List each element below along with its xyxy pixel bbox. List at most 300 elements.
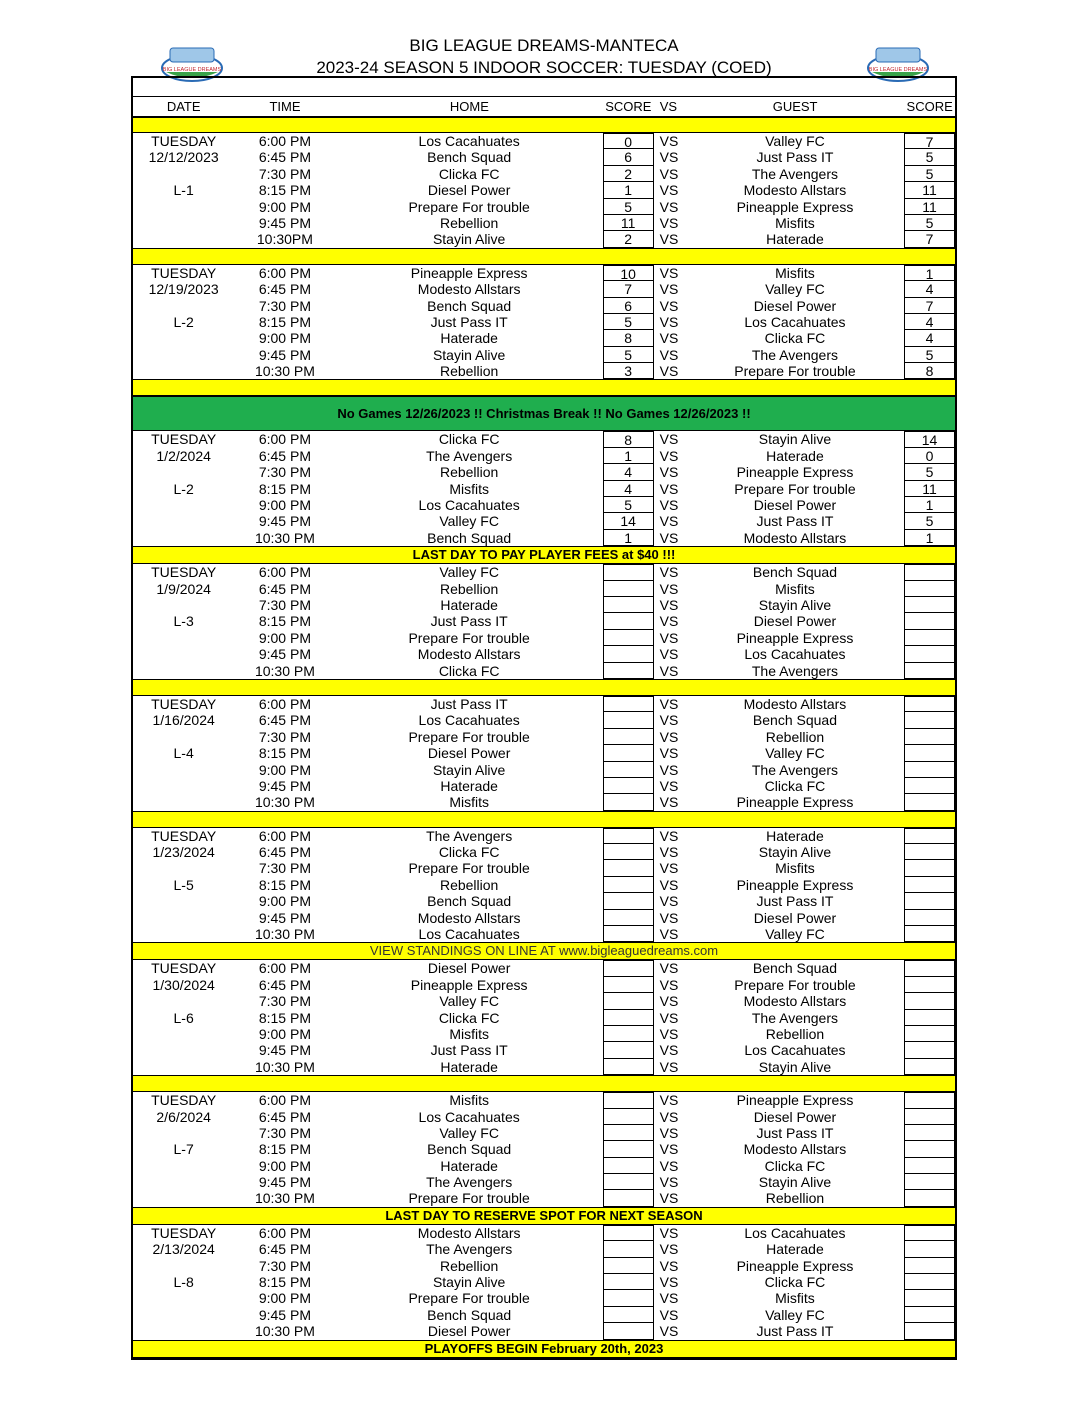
vs-label: VS: [659, 165, 679, 182]
game-row: [133, 481, 955, 497]
game-row: [133, 597, 955, 613]
game-row: [133, 298, 955, 314]
vs-label: VS: [659, 480, 679, 497]
game-row: [133, 1141, 955, 1157]
game-time: 9:45 PM: [258, 214, 311, 231]
game-row: [133, 265, 955, 281]
guest-score: 5: [904, 215, 955, 231]
week-block: [133, 1225, 955, 1340]
home-score: [603, 960, 654, 976]
guest-score: [904, 977, 955, 993]
date-cell: [133, 1125, 234, 1141]
game-row: [133, 133, 955, 149]
home-score: [603, 581, 654, 597]
date-cell: 12/12/2023: [148, 149, 219, 166]
guest-team: Diesel Power: [753, 497, 837, 514]
vs-label: VS: [659, 1174, 679, 1191]
date-cell: [133, 347, 234, 363]
game-time: 6:45 PM: [258, 580, 311, 597]
game-time: 8:15 PM: [258, 745, 311, 762]
guest-team: Prepare For trouble: [734, 976, 856, 993]
vs-label: VS: [659, 313, 679, 330]
guest-score: [904, 1158, 955, 1174]
date-cell: [133, 497, 234, 513]
vs-label: VS: [659, 1241, 679, 1258]
game-row: [133, 1274, 955, 1290]
date-cell: [133, 298, 234, 314]
home-score: [603, 1141, 654, 1157]
vs-label: VS: [659, 662, 679, 679]
col-score: SCORE: [605, 99, 652, 114]
home-score: [603, 1174, 654, 1190]
home-team: Prepare For trouble: [408, 629, 530, 646]
home-team: Haterade: [440, 1058, 498, 1075]
date-cell: 1/16/2024: [152, 712, 215, 729]
vs-label: VS: [659, 728, 679, 745]
home-team: Stayin Alive: [432, 231, 506, 248]
guest-team: Bench Squad: [752, 564, 837, 581]
home-team: Clicka FC: [438, 662, 500, 679]
yellow-separator: [133, 811, 955, 828]
guest-score: [904, 1125, 955, 1141]
home-team: Bench Squad: [427, 1306, 512, 1323]
guest-team: Rebellion: [765, 1025, 825, 1042]
game-row: [133, 696, 955, 712]
game-row: [133, 448, 955, 464]
game-row: [133, 513, 955, 529]
vs-label: VS: [659, 1190, 679, 1207]
home-score: [603, 630, 654, 646]
home-team: Just Pass IT: [430, 1042, 508, 1059]
guest-team: Clicka FC: [764, 777, 826, 794]
game-time: 6:00 PM: [258, 1092, 311, 1109]
home-score: [603, 1225, 654, 1241]
vs-label: VS: [659, 1224, 679, 1241]
guest-score: [904, 1190, 955, 1206]
date-cell: [133, 794, 234, 810]
guest-score: 5: [904, 347, 955, 363]
col-home: HOME: [449, 99, 489, 114]
top-rule: [133, 78, 955, 97]
week-block: [133, 696, 955, 811]
home-team: Modesto Allstars: [417, 909, 521, 926]
game-time: 9:45 PM: [258, 1306, 311, 1323]
home-score: [603, 977, 654, 993]
home-score: 5: [603, 497, 654, 513]
home-team: Los Cacahuates: [418, 712, 520, 729]
home-score: [603, 926, 654, 942]
date-cell: L-7: [173, 1141, 194, 1158]
guest-score: 5: [904, 149, 955, 165]
vs-label: VS: [659, 1108, 679, 1125]
home-score: 6: [603, 149, 654, 165]
vs-label: VS: [659, 695, 679, 712]
guest-team: Modesto Allstars: [743, 182, 847, 199]
home-team: Clicka FC: [438, 844, 500, 861]
home-team: The Avengers: [426, 827, 513, 844]
vs-label: VS: [659, 777, 679, 794]
home-team: Stayin Alive: [432, 1274, 506, 1291]
game-row: [133, 1109, 955, 1125]
date-cell: [133, 330, 234, 346]
vs-label: VS: [659, 231, 679, 248]
game-row: [133, 762, 955, 778]
guest-team: Los Cacahuates: [744, 1042, 846, 1059]
guest-team: Clicka FC: [764, 330, 826, 347]
game-row: [133, 1190, 955, 1206]
game-time: 8:15 PM: [258, 1274, 311, 1291]
home-team: Diesel Power: [427, 182, 511, 199]
game-time: 6:45 PM: [258, 281, 311, 298]
game-time: 6:45 PM: [258, 976, 311, 993]
home-score: [603, 1241, 654, 1257]
guest-score: 11: [904, 199, 955, 215]
date-cell: [133, 778, 234, 794]
guest-team: Valley FC: [765, 281, 825, 298]
game-time: 6:00 PM: [258, 264, 311, 281]
col-date: DATE: [166, 99, 201, 114]
home-score: [603, 1125, 654, 1141]
week-block: [133, 960, 955, 1075]
home-team: Rebellion: [439, 214, 499, 231]
standings-link-banner: VIEW STANDINGS ON LINE AT www.bigleaguedreams.com: [133, 942, 955, 960]
page-title: BIG LEAGUE DREAMS-MANTECA: [409, 36, 679, 55]
date-cell: [133, 513, 234, 529]
game-row: [133, 860, 955, 876]
vs-label: VS: [659, 1157, 679, 1174]
col-score-guest: SCORE: [906, 99, 953, 114]
game-time: 7:30 PM: [258, 165, 311, 182]
guest-team: Los Cacahuates: [744, 646, 846, 663]
guest-score: [904, 712, 955, 728]
guest-team: Prepare For trouble: [734, 363, 856, 380]
game-time: 7:30 PM: [258, 464, 311, 481]
game-time: 9:00 PM: [258, 761, 311, 778]
home-team: Prepare For trouble: [408, 860, 530, 877]
guest-team: Pineapple Express: [736, 464, 854, 481]
guest-score: [904, 926, 955, 942]
guest-team: Misfits: [775, 214, 815, 231]
guest-team: Modesto Allstars: [743, 695, 847, 712]
guest-score: 7: [904, 298, 955, 314]
game-row: [133, 630, 955, 646]
date-cell: 1/9/2024: [156, 580, 211, 597]
guest-team: Prepare For trouble: [734, 480, 856, 497]
home-score: 8: [603, 330, 654, 346]
date-cell: [133, 597, 234, 613]
game-row: [133, 215, 955, 231]
home-score: [603, 696, 654, 712]
date-cell: L-1: [173, 182, 194, 199]
game-row: [133, 729, 955, 745]
guest-score: [904, 1174, 955, 1190]
game-row: [133, 1059, 955, 1075]
home-score: [603, 762, 654, 778]
vs-label: VS: [659, 976, 679, 993]
home-team: Rebellion: [439, 363, 499, 380]
game-time: 6:45 PM: [258, 1241, 311, 1258]
guest-score: 1: [904, 497, 955, 513]
vs-label: VS: [659, 1092, 679, 1109]
guest-team: The Avengers: [751, 1009, 839, 1026]
game-time: 8:15 PM: [258, 613, 311, 630]
home-score: [603, 597, 654, 613]
guest-team: Diesel Power: [753, 909, 837, 926]
game-time: 9:00 PM: [258, 198, 311, 215]
game-row: [133, 646, 955, 662]
game-time: 9:45 PM: [258, 346, 311, 363]
vs-label: VS: [659, 513, 679, 530]
home-score: [603, 910, 654, 926]
game-row: [133, 281, 955, 297]
guest-team: Los Cacahuates: [744, 1224, 846, 1241]
game-time: 8:15 PM: [258, 480, 311, 497]
game-row: [133, 1323, 955, 1339]
game-row: [133, 1225, 955, 1241]
game-row: [133, 347, 955, 363]
date-cell: [133, 1026, 234, 1042]
home-score: [603, 1042, 654, 1058]
vs-label: VS: [659, 745, 679, 762]
home-team: Bench Squad: [427, 529, 512, 546]
vs-label: VS: [659, 909, 679, 926]
home-score: 7: [603, 281, 654, 297]
guest-score: 11: [904, 182, 955, 198]
logo-text-left: BIG LEAGUE DREAMS: [162, 67, 222, 73]
yellow-separator: [133, 117, 955, 133]
week-block: [133, 828, 955, 943]
game-row: [133, 231, 955, 247]
date-cell: L-3: [173, 613, 194, 630]
guest-team: Los Cacahuates: [744, 313, 846, 330]
home-score: [603, 1092, 654, 1108]
game-row: [133, 960, 955, 976]
game-row: [133, 993, 955, 1009]
game-time: 10:30 PM: [254, 363, 315, 380]
vs-label: VS: [659, 497, 679, 514]
guest-team: Haterade: [766, 1241, 824, 1258]
vs-label: VS: [659, 297, 679, 314]
game-row: [133, 149, 955, 165]
col-guest: GUEST: [772, 99, 818, 114]
game-row: [133, 712, 955, 728]
game-row: [133, 1092, 955, 1108]
date-cell: [133, 630, 234, 646]
col-time: TIME: [269, 99, 301, 114]
date-cell: [133, 1158, 234, 1174]
home-team: Diesel Power: [427, 745, 511, 762]
game-time: 9:00 PM: [258, 893, 311, 910]
date-cell: TUESDAY: [151, 264, 217, 281]
date-cell: TUESDAY: [151, 695, 217, 712]
home-score: 1: [603, 530, 654, 546]
home-score: [603, 893, 654, 909]
date-cell: [133, 1323, 234, 1339]
game-time: 6:00 PM: [258, 564, 311, 581]
vs-label: VS: [659, 198, 679, 215]
home-score: 0: [603, 133, 654, 149]
date-cell: [133, 199, 234, 215]
game-time: 9:45 PM: [258, 909, 311, 926]
game-row: [133, 977, 955, 993]
guest-team: The Avengers: [751, 346, 839, 363]
game-time: 6:45 PM: [258, 149, 311, 166]
date-cell: L-8: [173, 1274, 194, 1291]
home-score: [603, 1274, 654, 1290]
home-team: Los Cacahuates: [418, 1108, 520, 1125]
home-team: Diesel Power: [427, 960, 511, 977]
vs-label: VS: [659, 926, 679, 943]
game-time: 6:00 PM: [258, 133, 311, 149]
date-cell: 1/30/2024: [152, 976, 215, 993]
guest-team: Valley FC: [765, 745, 825, 762]
guest-score: 8: [904, 363, 955, 379]
game-time: 10:30 PM: [254, 1323, 315, 1340]
home-team: Just Pass IT: [430, 313, 508, 330]
vs-label: VS: [659, 564, 679, 581]
game-time: 9:45 PM: [258, 1174, 311, 1191]
date-cell: [133, 893, 234, 909]
home-team: Clicka FC: [438, 1009, 500, 1026]
guest-team: Pineapple Express: [736, 629, 854, 646]
home-score: 6: [603, 298, 654, 314]
date-cell: [133, 663, 234, 679]
home-team: Clicka FC: [438, 431, 500, 448]
guest-team: Rebellion: [765, 728, 825, 745]
date-cell: TUESDAY: [151, 960, 217, 977]
guest-score: [904, 597, 955, 613]
home-score: [603, 877, 654, 893]
game-row: [133, 663, 955, 679]
game-row: [133, 564, 955, 580]
game-time: 6:00 PM: [258, 695, 311, 712]
guest-score: [904, 1241, 955, 1257]
home-score: [603, 1158, 654, 1174]
vs-label: VS: [659, 876, 679, 893]
home-score: [603, 828, 654, 844]
game-row: [133, 794, 955, 810]
game-time: 10:30 PM: [254, 926, 315, 943]
date-cell: L-2: [173, 313, 194, 330]
game-time: 8:15 PM: [258, 876, 311, 893]
guest-team: Just Pass IT: [756, 1323, 834, 1340]
date-cell: TUESDAY: [151, 827, 217, 844]
guest-team: Bench Squad: [752, 712, 837, 729]
home-score: [603, 778, 654, 794]
guest-score: [904, 1026, 955, 1042]
home-team: Rebellion: [439, 876, 499, 893]
game-time: 7:30 PM: [258, 728, 311, 745]
date-cell: [133, 530, 234, 546]
week-block: [133, 265, 955, 380]
guest-team: Modesto Allstars: [743, 1141, 847, 1158]
guest-score: [904, 1307, 955, 1323]
home-score: 1: [603, 182, 654, 198]
guest-team: Stayin Alive: [758, 1058, 832, 1075]
vs-label: VS: [659, 629, 679, 646]
guest-score: [904, 1042, 955, 1058]
date-cell: [133, 1307, 234, 1323]
guest-team: Valley FC: [765, 926, 825, 943]
guest-team: Pineapple Express: [736, 876, 854, 893]
game-row: [133, 1042, 955, 1058]
game-time: 6:00 PM: [258, 1224, 311, 1241]
game-row: [133, 1241, 955, 1257]
game-row: [133, 828, 955, 844]
guest-team: Haterade: [766, 827, 824, 844]
game-time: 6:45 PM: [258, 447, 311, 464]
home-score: [603, 1323, 654, 1339]
game-time: 10:30PM: [256, 231, 313, 248]
home-score: [603, 1059, 654, 1075]
guest-score: 5: [904, 166, 955, 182]
guest-score: [904, 893, 955, 909]
home-score: [603, 794, 654, 810]
home-team: Misfits: [449, 480, 489, 497]
date-cell: 2/6/2024: [156, 1108, 211, 1125]
date-cell: L-2: [173, 480, 194, 497]
game-row: [133, 877, 955, 893]
guest-score: 0: [904, 448, 955, 464]
logo-text-right: BIG LEAGUE DREAMS: [868, 67, 928, 73]
vs-label: VS: [659, 133, 679, 149]
game-row: [133, 530, 955, 546]
home-team: The Avengers: [426, 1241, 513, 1258]
game-time: 8:15 PM: [258, 182, 311, 199]
vs-label: VS: [659, 281, 679, 298]
game-time: 8:15 PM: [258, 1009, 311, 1026]
home-team: Prepare For trouble: [408, 198, 530, 215]
guest-score: [904, 844, 955, 860]
game-row: [133, 1290, 955, 1306]
column-header-row: [133, 97, 955, 117]
week-block: [133, 564, 955, 679]
game-row: [133, 1158, 955, 1174]
home-team: Haterade: [440, 330, 498, 347]
christmas-break-banner: No Games 12/26/2023 !! Christmas Break !! No Games 12/26/2023 !!: [133, 396, 955, 431]
guest-score: [904, 729, 955, 745]
vs-label: VS: [659, 712, 679, 729]
yellow-separator: [133, 248, 955, 265]
home-team: Rebellion: [439, 1257, 499, 1274]
guest-score: 11: [904, 481, 955, 497]
guest-score: [904, 960, 955, 976]
date-cell: L-5: [173, 876, 194, 893]
home-team: The Avengers: [426, 447, 513, 464]
home-score: [603, 729, 654, 745]
game-row: [133, 581, 955, 597]
date-cell: [133, 1059, 234, 1075]
game-row: [133, 1125, 955, 1141]
guest-score: [904, 1010, 955, 1026]
home-team: Prepare For trouble: [408, 728, 530, 745]
guest-team: Clicka FC: [764, 1274, 826, 1291]
game-time: 9:45 PM: [258, 513, 311, 530]
date-cell: [133, 762, 234, 778]
guest-team: Pineapple Express: [736, 198, 854, 215]
game-row: [133, 464, 955, 480]
game-time: 7:30 PM: [258, 596, 311, 613]
guest-team: Haterade: [766, 447, 824, 464]
game-row: [133, 182, 955, 198]
game-row: [133, 926, 955, 942]
home-team: Clicka FC: [438, 165, 500, 182]
vs-label: VS: [659, 1141, 679, 1158]
home-team: Modesto Allstars: [417, 646, 521, 663]
vs-label: VS: [659, 346, 679, 363]
guest-team: Bench Squad: [752, 960, 837, 977]
home-score: [603, 860, 654, 876]
